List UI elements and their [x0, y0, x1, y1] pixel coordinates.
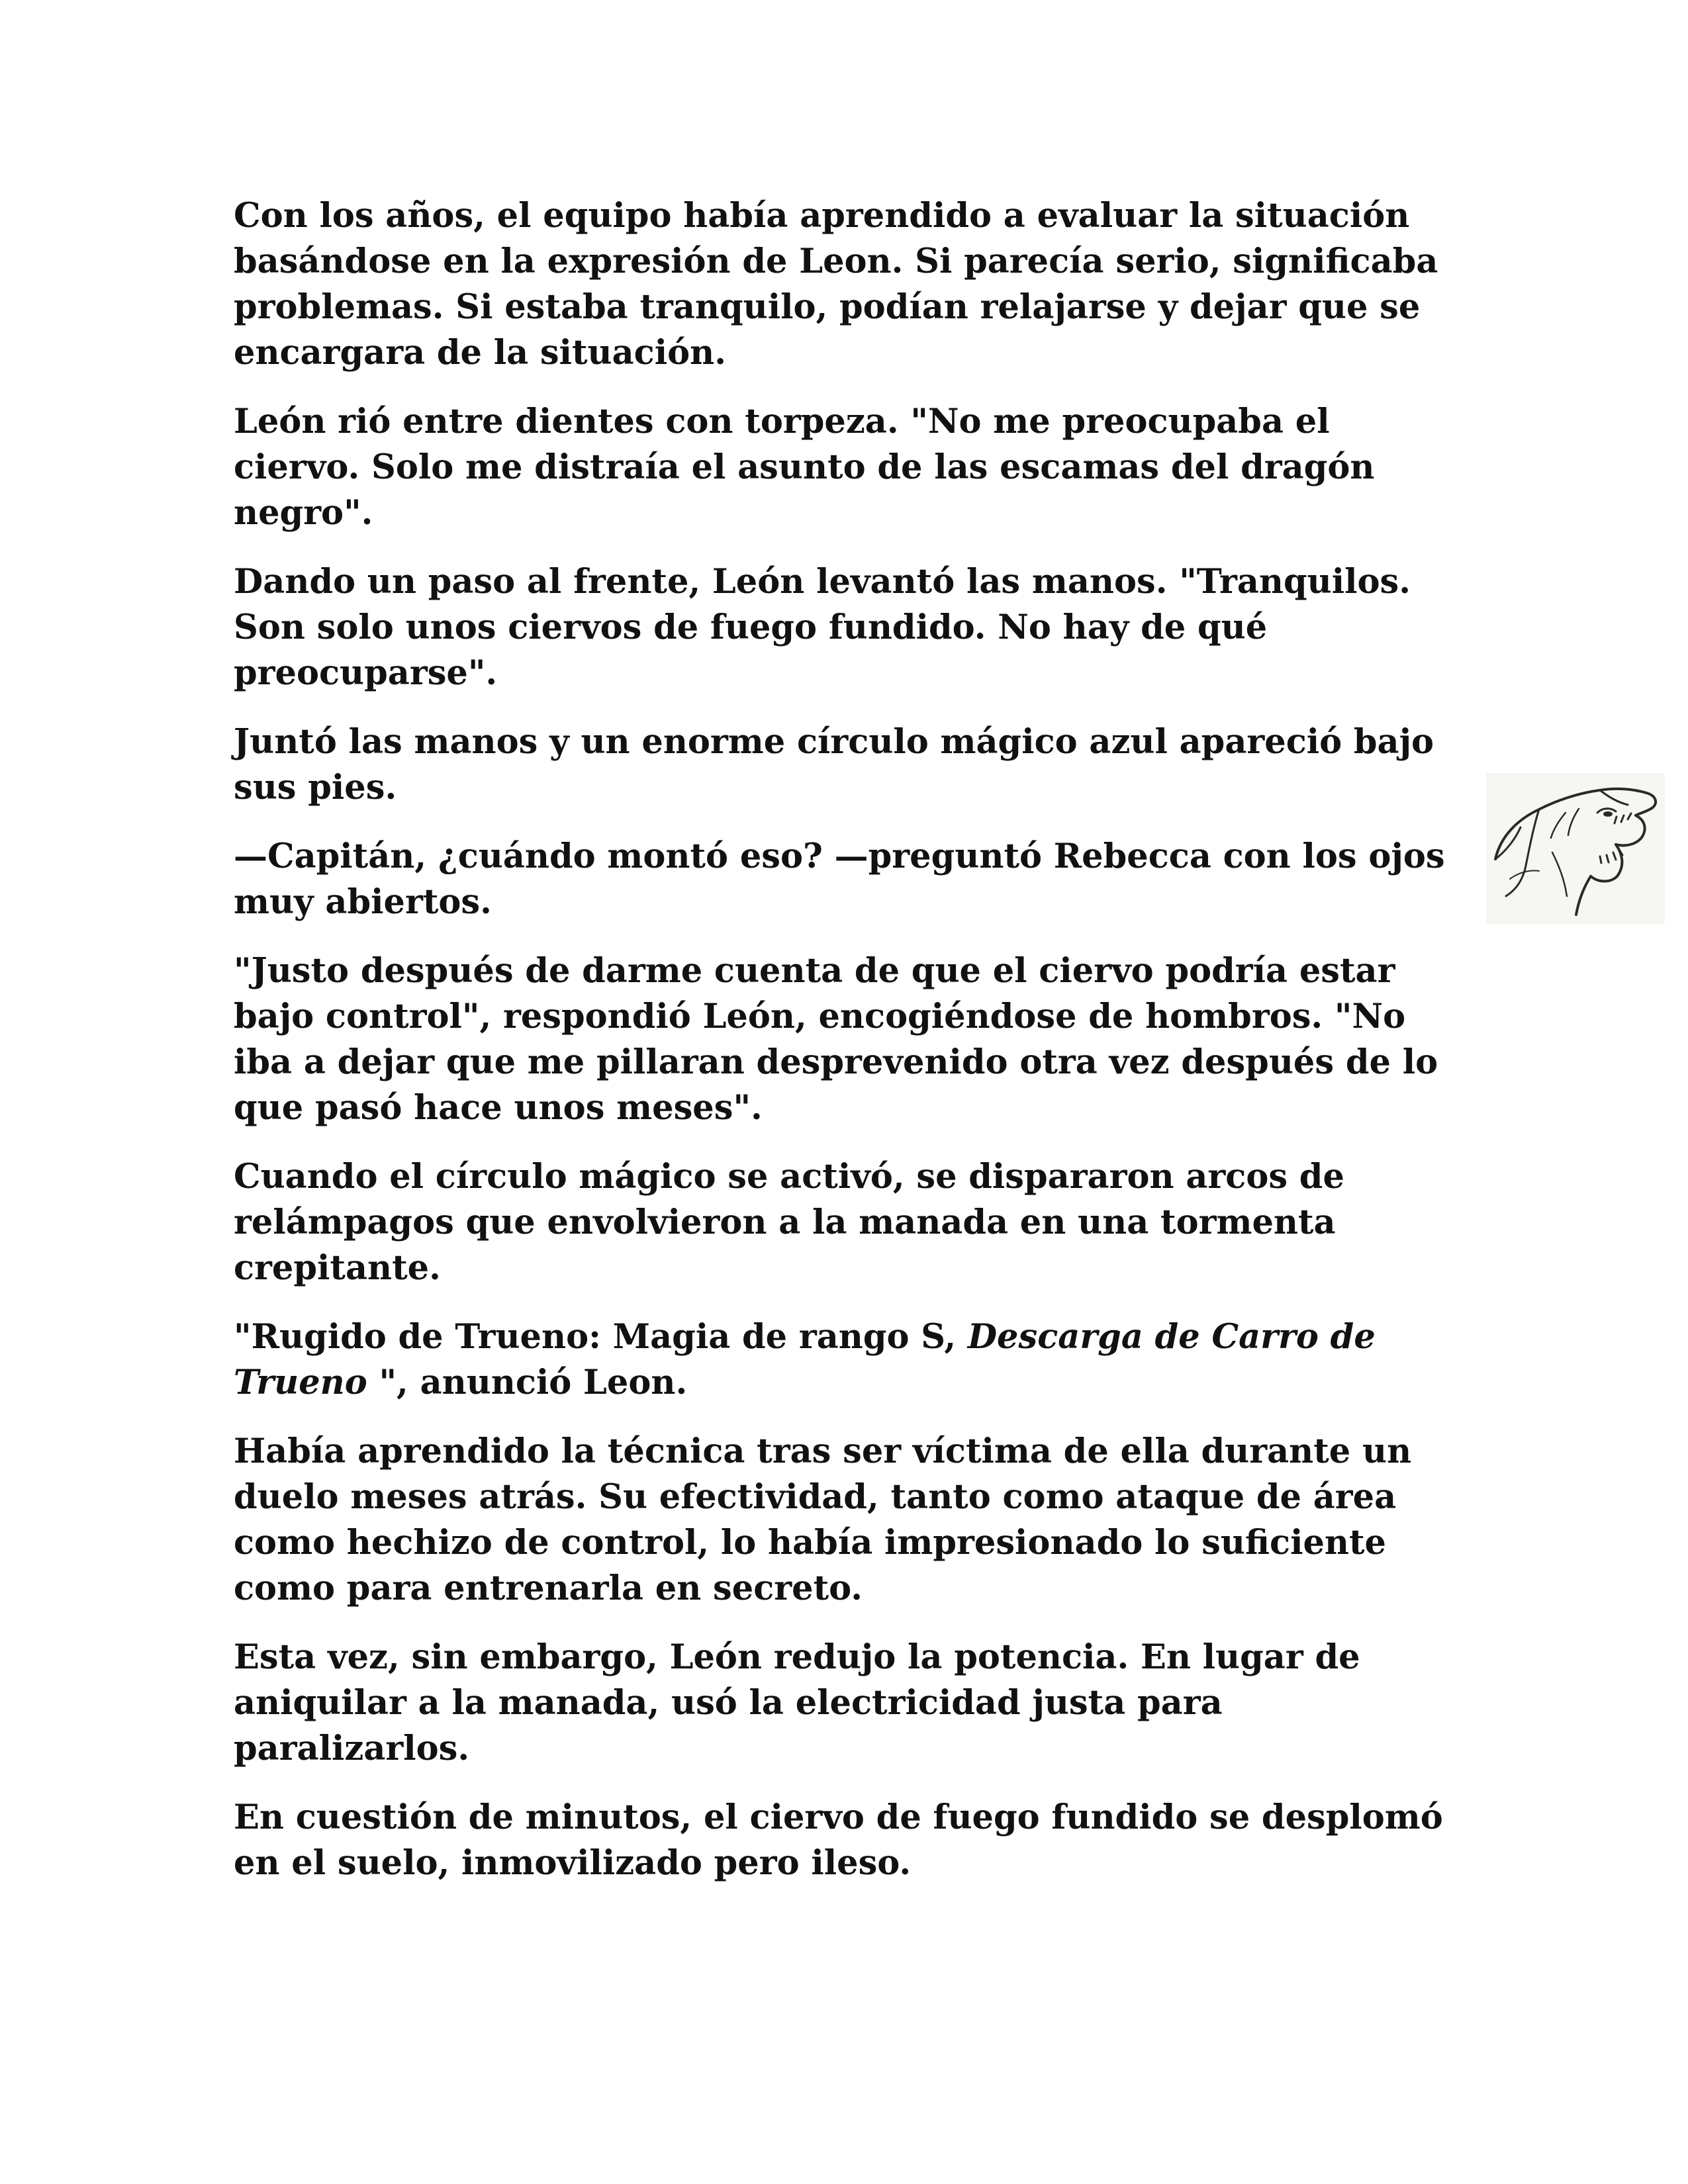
spell-name: Descarga de Carro de Trueno — [234, 1317, 1376, 1402]
paragraph: León rió entre dientes con torpeza. "No me preocupaba el ciervo. Solo me distraía el asunto de las escamas del dragón negro". — [234, 402, 1375, 533]
paragraph: Esta vez, sin embargo, León redujo la potencia. En lugar de aniquilar a la manada, usó la electricidad justa para paralizarlos. — [234, 1637, 1360, 1768]
dinosaur-head-sketch-icon — [1486, 773, 1665, 924]
paragraph: —Capitán, ¿cuándo montó eso? —preguntó Rebecca con los ojos muy abiertos. — [234, 837, 1445, 922]
paragraph: En cuestión de minutos, el ciervo de fuego fundido se desplomó en el suelo, inmovilizado pero ileso. — [234, 1797, 1443, 1883]
paragraph: Dando un paso al frente, León levantó las manos. "Tranquilos. Son solo unos ciervos de fuego fundido. No hay de qué preocuparse". — [234, 562, 1411, 693]
spell-text-before: "Rugido de Trueno: Magia de rango S, — [234, 1317, 968, 1357]
spell-paragraph — [234, 1314, 1452, 1406]
paragraph: Con los años, el equipo había aprendido a evaluar la situación basándose en la expresión de Leon. Si parecía serio, significaba problemas. Si estaba tranquilo, podían relajarse y dejar que se encargara de la situación. — [234, 196, 1438, 373]
spell-text-after: ", anunció Leon. — [367, 1363, 688, 1402]
paragraph: Juntó las manos y un enorme círculo mágico azul apareció bajo sus pies. — [234, 722, 1434, 807]
paragraph: Había aprendido la técnica tras ser víctima de ella durante un duelo meses atrás. Su efectividad, tanto como ataque de área como hechizo de control, lo había impresionado lo suficiente como para entrenarla en secreto. — [234, 1432, 1412, 1608]
body-text — [234, 193, 1452, 1909]
paragraph: "Justo después de darme cuenta de que el ciervo podría estar bajo control", respondió León, encogiéndose de hombros. "No iba a dejar que me pillaran desprevenido otra vez después de lo que pasó hace unos meses". — [234, 951, 1438, 1128]
paragraph: Cuando el círculo mágico se activó, se dispararon arcos de relámpagos que envolvieron a la manada en una tormenta crepitante. — [234, 1157, 1344, 1288]
